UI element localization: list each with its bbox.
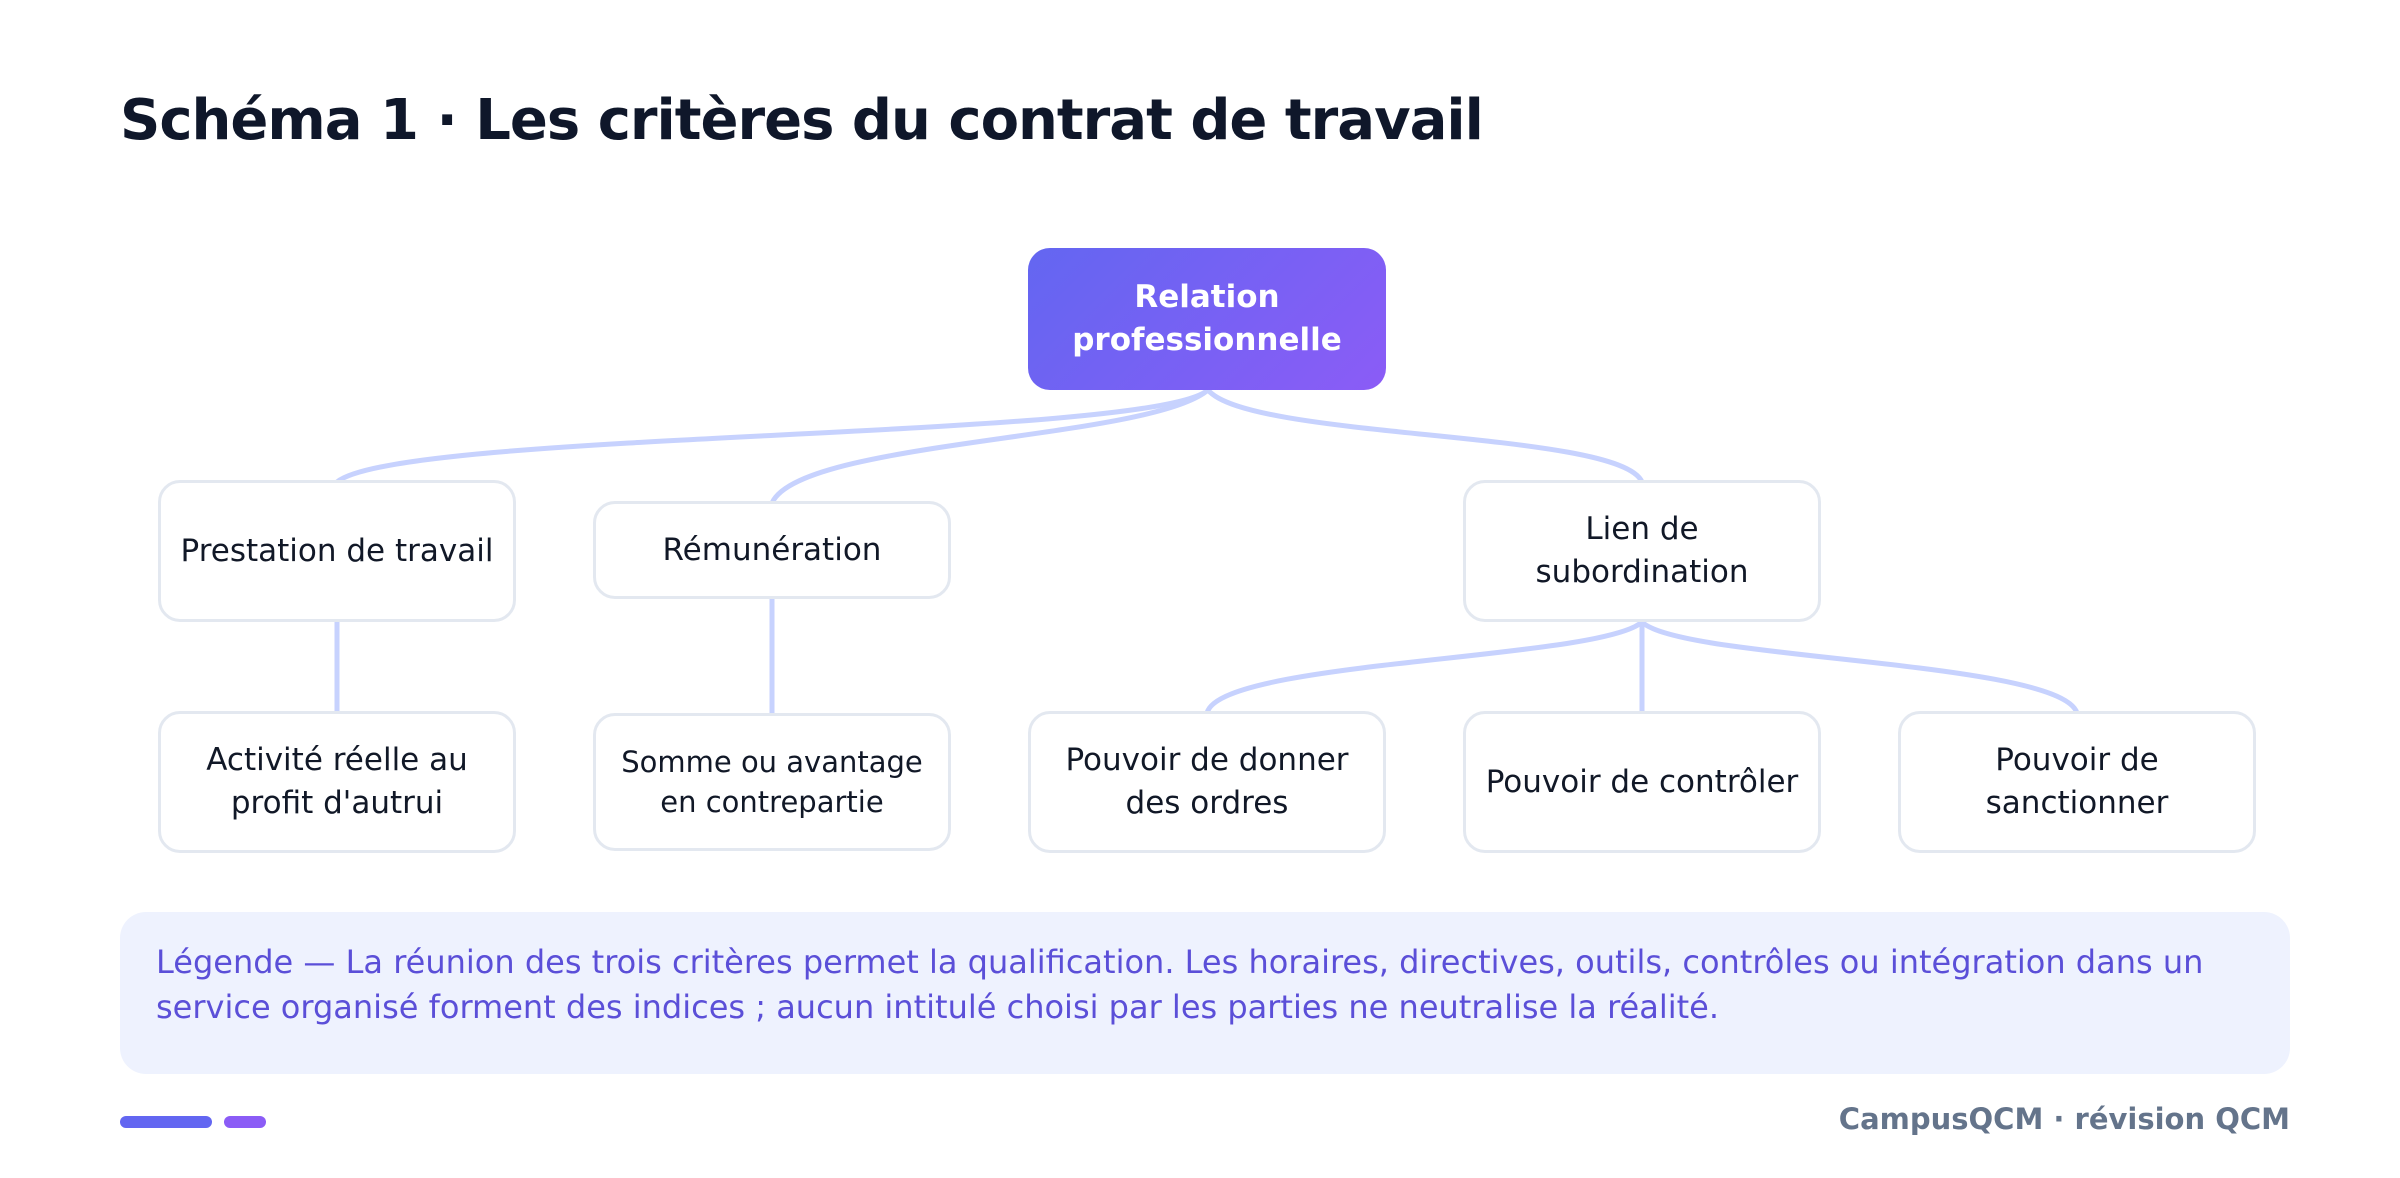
criterion-label: Prestation de travail — [180, 532, 494, 569]
link-subordination-sanctionner — [1642, 622, 2077, 713]
detail-label: Somme ou avantage en contrepartie — [621, 744, 923, 819]
detail-node-ordres — [1028, 711, 1386, 853]
page-title: Schéma 1 · Les critères du contrat de travail — [120, 88, 1483, 153]
root-node-label: Relation professionnelle — [1072, 279, 1342, 358]
detail-node-somme — [593, 713, 951, 851]
criterion-label: Rémunération — [662, 531, 882, 568]
link-subordination-ordres — [1207, 622, 1642, 713]
detail-label: Activité réelle au profit d'autrui — [206, 742, 468, 821]
detail-node-sanctionner — [1898, 711, 2256, 853]
criterion-node-subordination — [1463, 480, 1821, 622]
detail-label: Pouvoir de sanctionner — [1985, 742, 2169, 821]
detail-node-controler — [1463, 711, 1821, 853]
criterion-node-remuneration — [593, 501, 951, 599]
legend-text: Légende — La réunion des trois critères permet la qualification. Les horaires, directives, outils, contrôles ou intégration dans un service organisé forment des indices ; aucun intitulé choisi par les parties ne neutralise la réalité. — [156, 943, 2204, 1027]
legend-box — [120, 912, 2290, 1074]
detail-node-activite — [158, 711, 516, 853]
criterion-label: Lien de subordination — [1535, 511, 1749, 590]
detail-label: Pouvoir de donner des ordres — [1065, 742, 1349, 821]
footer-brand: CampusQCM · révision QCM — [1838, 1102, 2290, 1136]
decorative-bar-long — [120, 1116, 212, 1128]
root-node — [1028, 248, 1386, 390]
criterion-node-prestation — [158, 480, 516, 622]
detail-label: Pouvoir de contrôler — [1485, 763, 1799, 800]
link-root-prestation — [337, 390, 1208, 482]
decorative-bar-short — [224, 1116, 266, 1128]
link-root-subordination — [1208, 390, 1642, 482]
